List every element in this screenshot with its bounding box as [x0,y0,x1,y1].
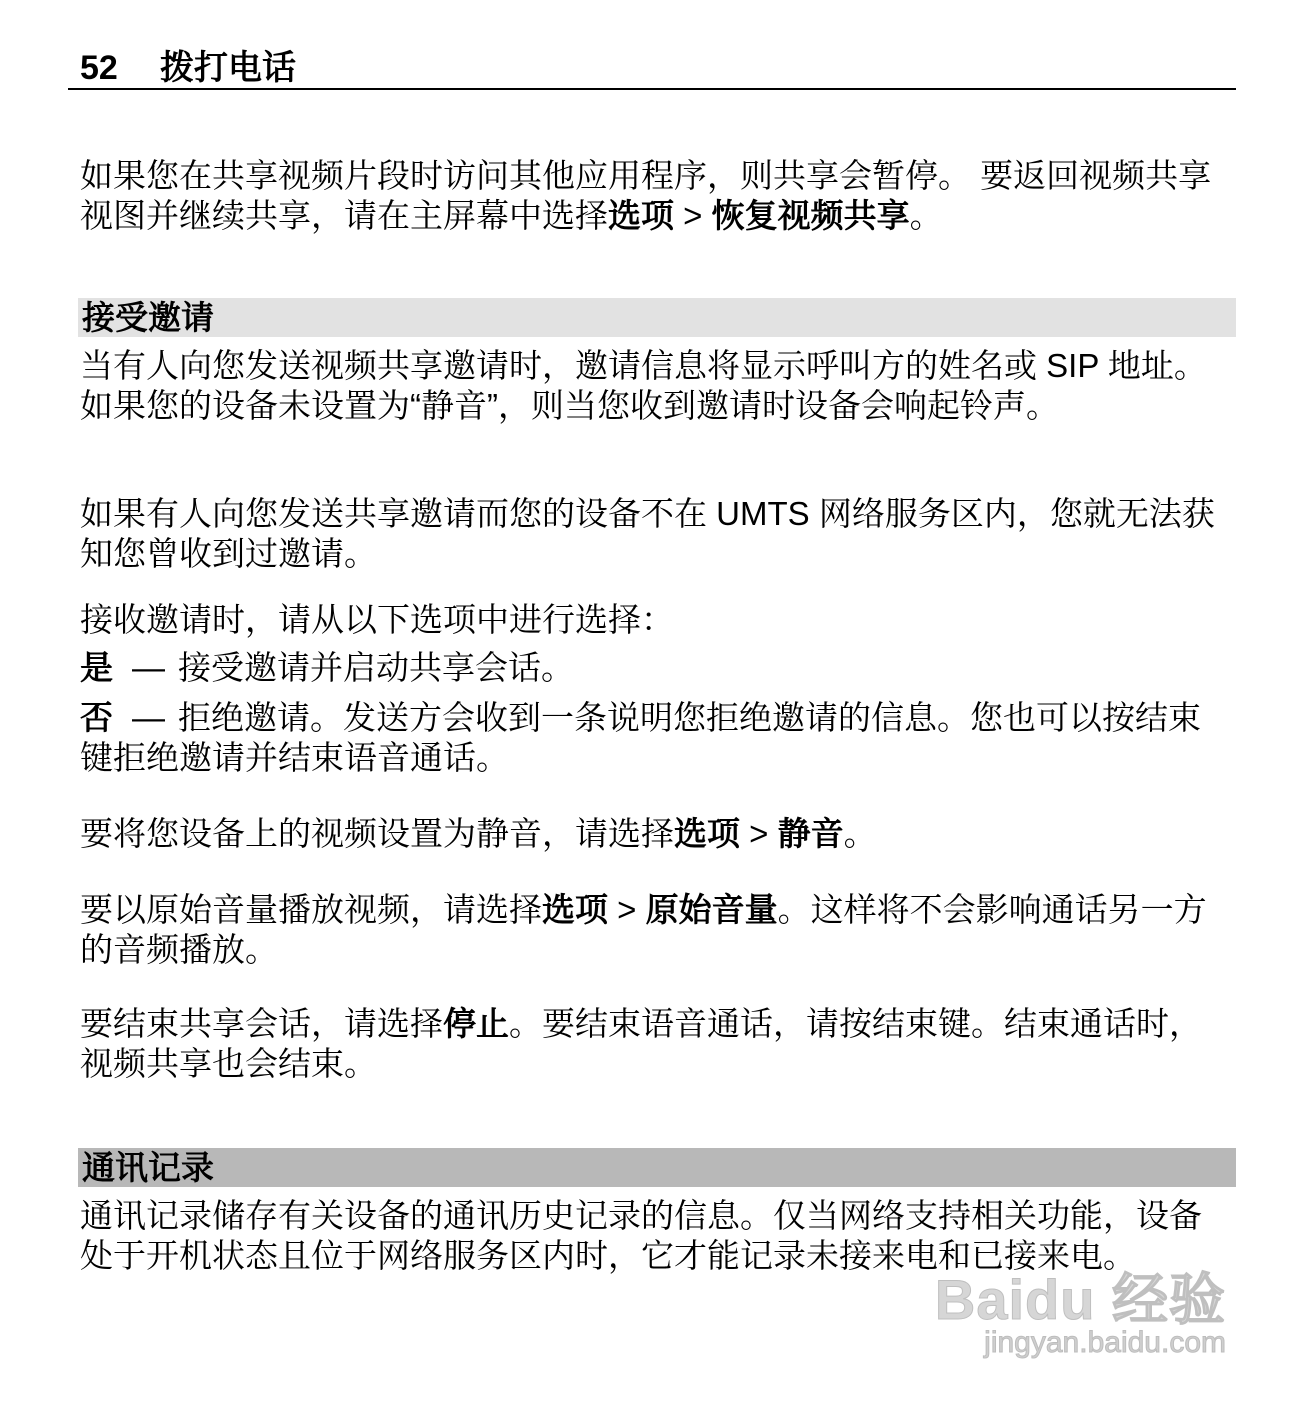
mute-paragraph: 要将您设备上的视频设置为静音，请选择选项 > 静音。 [80,815,877,852]
call-log-paragraph: 通讯记录储存有关设备的通讯历史记录的信息。仅当网络支持相关功能，设备处于开机状态且位于网络服务区内时，它才能记录未接来电和已接来电。 [80,1197,1202,1274]
running-header [68,48,1236,90]
umts-paragraph: 如果有人向您发送共享邀请而您的设备不在 UMTS 网络服务区内，您就无法获知您曾收到过邀请。 [80,495,1215,572]
section-heading-accept-invite: 接受邀请 [78,298,1236,337]
option-yes: 是 — 接受邀请并启动共享会话。 [80,649,574,686]
menu-options: 选项 [674,815,740,852]
menu-options: 选项 [542,891,608,928]
menu-mute: 静音 [777,815,844,852]
menu-options: 选项 [608,197,674,234]
baidu-watermark-logo: Baidu 经验 [934,1268,1226,1331]
end-share-paragraph: 要结束共享会话，请选择停止。要结束语音通话，请按结束键。结束通话时，视频共享也会结束。 [80,1005,1202,1082]
section-heading-call-log: 通讯记录 [78,1148,1236,1187]
option-key: 否 [80,699,113,736]
page-number: 52 [80,49,118,87]
option-desc: 拒绝邀请。发送方会收到一条说明您拒绝邀请的信息。您也可以按结束键拒绝邀请并结束语音通话。 [80,699,1201,776]
menu-original-volume: 原始音量 [645,891,778,928]
running-title: 拨打电话 [160,49,296,87]
options-intro: 接收邀请时，请从以下选项中进行选择： [80,601,674,638]
menu-stop: 停止 [443,1005,509,1042]
original-volume-paragraph: 要以原始音量播放视频，请选择选项 > 原始音量。这样将不会影响通话另一方的音频播放。 [80,891,1207,968]
option-no: 否 — 拒绝邀请。发送方会收到一条说明您拒绝邀请的信息。您也可以按结束键拒绝邀请并结束语音通话。 [80,699,1201,776]
menu-resume-video-share: 恢复视频共享 [711,197,910,234]
invite-info-paragraph: 当有人向您发送视频共享邀请时，邀请信息将显示呼叫方的姓名或 SIP 地址。如果您的设备未设置为“静音”，则当您收到邀请时设备会响起铃声。 [80,347,1207,424]
option-desc: 接受邀请并启动共享会话。 [178,649,574,686]
watermark [926,1232,1226,1362]
baidu-watermark-url: jingyan.baidu.com [984,1326,1226,1359]
option-key: 是 [80,649,113,686]
intro-paragraph: 如果您在共享视频片段时访问其他应用程序，则共享会暂停。 要返回视频共享视图并继续共享，请在主屏幕中选择选项 > 恢复视频共享。 [80,157,1212,234]
